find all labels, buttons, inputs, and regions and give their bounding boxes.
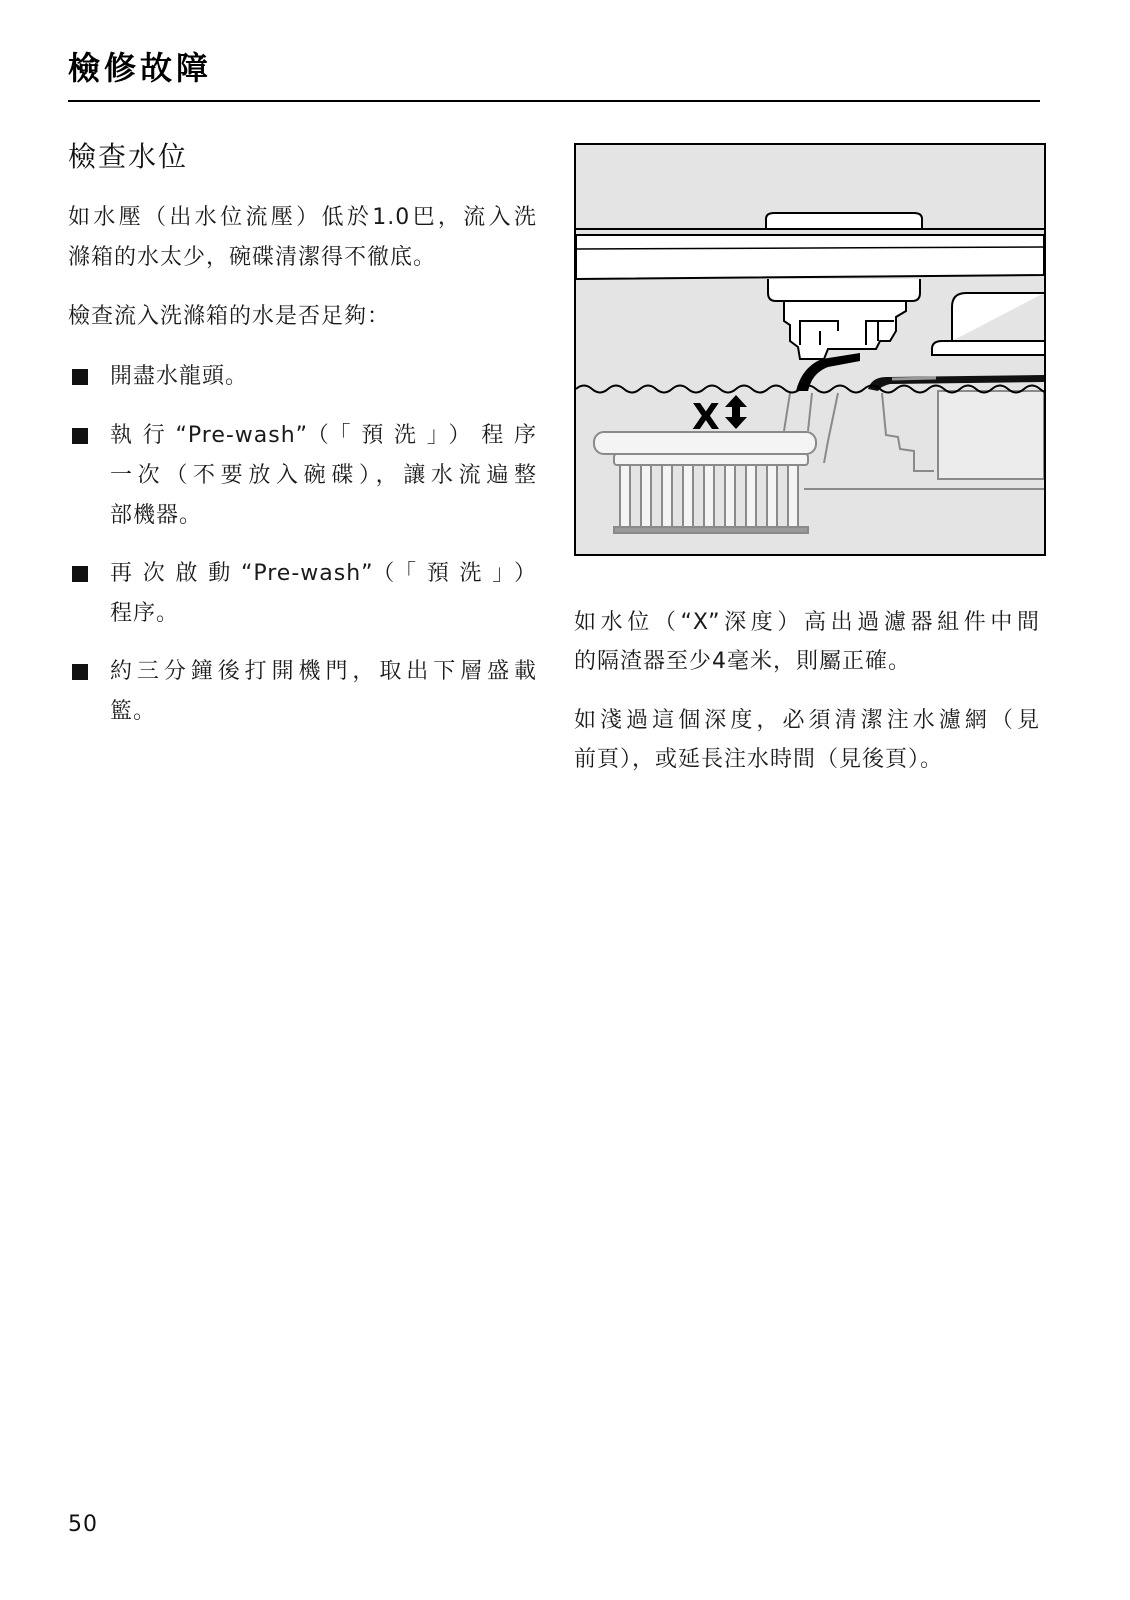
section-heading: 檢查水位 [68, 140, 189, 173]
rim-shading [892, 378, 936, 379]
filter-slat [746, 465, 756, 527]
water-level-illustration [574, 143, 1046, 556]
square-bullet-icon [72, 664, 88, 680]
paragraph-line: 的隔渣器至少4毫米，則屬正確。 [574, 649, 911, 674]
sump-compartment [938, 391, 1044, 479]
step-item [110, 554, 537, 634]
filter-bottom-ring [614, 527, 808, 533]
filter-slat [641, 465, 651, 527]
filter-slat [788, 465, 798, 527]
upper-rack-rod [932, 341, 1044, 355]
step-line: 約三分鐘後打開機門，取出下層盛載 [110, 659, 537, 684]
step-line: 執行“Pre-wash”（「預洗」）程序 [110, 423, 537, 448]
paragraph-line: 如水位（“X”深度）高出過濾器組件中間 [574, 610, 1040, 635]
intro-paragraph [68, 198, 537, 278]
page-number: 50 [68, 1512, 98, 1537]
filter-slat [683, 465, 693, 527]
filter-slat [725, 465, 735, 527]
paragraph-line: 檢查流入洗滌箱的水是否足夠： [68, 304, 391, 329]
filter-collar [614, 454, 808, 465]
page-title: 檢修故障 [68, 49, 213, 87]
paragraph-line: 前頁），或延長注水時間（見後頁）。 [574, 747, 944, 772]
step-line: 程序。 [110, 601, 180, 626]
filter-slat [620, 465, 630, 527]
square-bullet-icon [72, 566, 88, 582]
step-item [110, 357, 537, 397]
filter-slat [767, 465, 777, 527]
square-bullet-icon [72, 428, 88, 444]
filter-slats [620, 465, 798, 527]
remedy-paragraph [574, 701, 1040, 779]
step-line: 再次啟動“Pre-wash”（「預洗」） [110, 561, 537, 586]
filter-slat [704, 465, 714, 527]
square-bullet-icon [72, 369, 88, 385]
paragraph-line: 滌箱的水太少，碗碟清潔得不徹底。 [68, 245, 437, 270]
paragraph-line: 如淺過這個深度，必須清潔注水濾網（見 [574, 708, 1040, 733]
water-level-drawing [576, 145, 1044, 554]
step-line: 開盡水龍頭。 [110, 364, 249, 389]
step-item [110, 416, 537, 536]
step-line: 一次（不要放入碗碟），讓水流遍整 [110, 463, 537, 488]
paragraph-line: 如水壓（出水位流壓）低於1.0巴，流入洗 [68, 205, 537, 230]
spray-arm-hub [768, 279, 920, 301]
step-line: 籃。 [110, 699, 157, 724]
spray-arm-bar [576, 235, 1044, 279]
spray-arm-cap [766, 213, 922, 229]
result-paragraph [574, 603, 1040, 681]
step-item [110, 652, 537, 732]
title-divider [68, 100, 1040, 102]
depth-label: X [692, 397, 720, 438]
check-paragraph [68, 297, 537, 337]
filter-slat [662, 465, 672, 527]
step-line: 部機器。 [110, 503, 203, 528]
